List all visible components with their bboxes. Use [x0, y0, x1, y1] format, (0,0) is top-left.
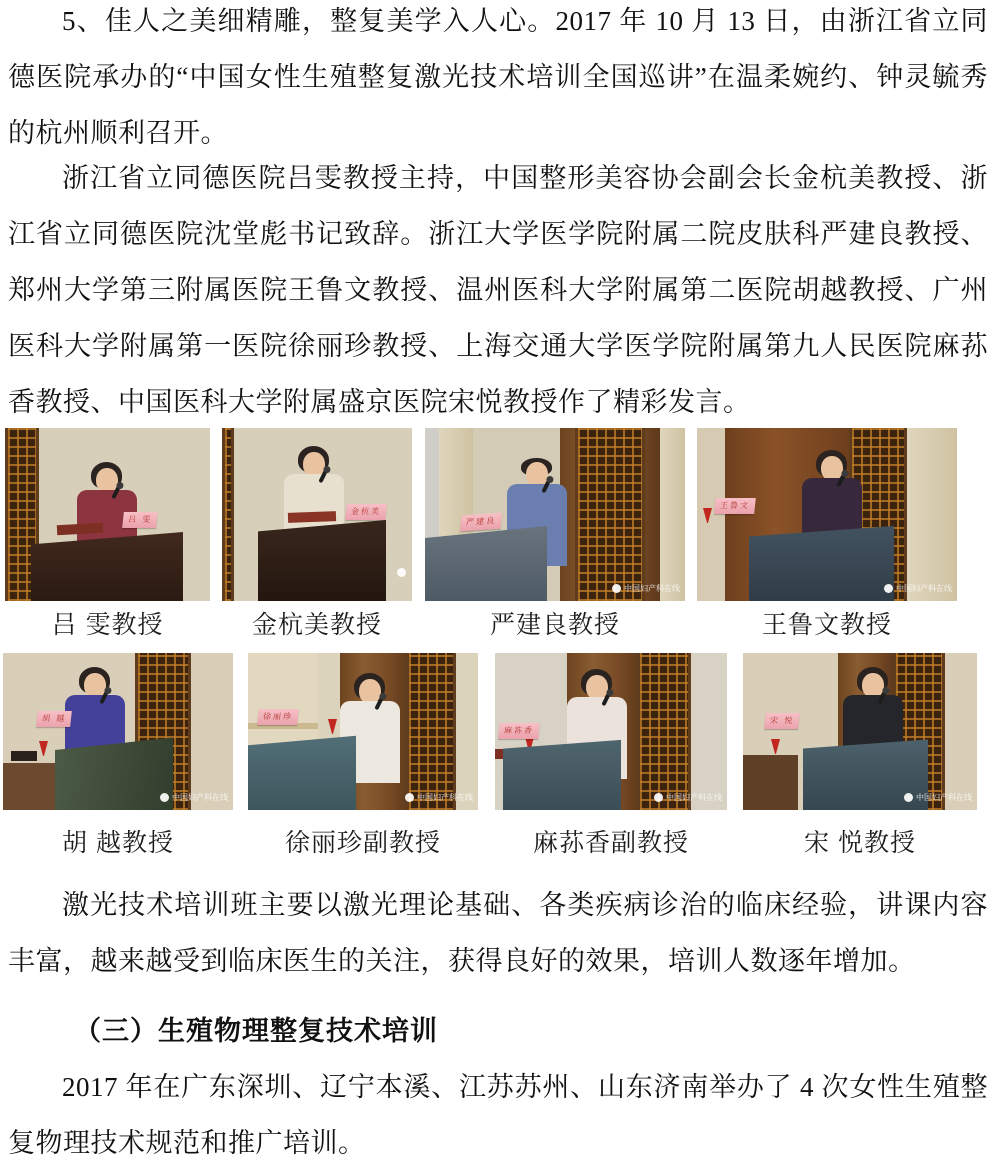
watermark-logo-icon: [405, 793, 414, 802]
photo-watermark: [904, 792, 972, 803]
section-heading: （三）生殖物理整复技术培训: [74, 1016, 438, 1046]
paragraph-3: 激光技术培训班主要以激光理论基础、各类疾病诊治的临床经验，讲课内容丰富，越来越受到临床医生的关注，获得良好的效果，培训人数逐年增加。: [8, 890, 988, 976]
photo-watermark: [884, 583, 952, 594]
watermark-logo-icon: [612, 584, 621, 593]
speaker-photo-3: [425, 428, 685, 601]
watermark-text: 中国妇产科在线: [896, 584, 952, 593]
watermark-text: 中国妇产科在线: [172, 793, 228, 802]
carved-wood-panel: [575, 428, 645, 601]
photo-caption: 宋 悦教授: [804, 829, 916, 857]
watermark-text: 中国妇产科在线: [666, 793, 722, 802]
photo-caption: 吕 雯教授: [51, 611, 164, 639]
photo-caption: 徐丽珍副教授: [284, 829, 441, 857]
speaker-photo-6: [248, 653, 478, 810]
podium: [749, 526, 894, 601]
red-glass: [39, 741, 48, 756]
speaker-photo-4: [697, 428, 957, 601]
laptop: [11, 751, 37, 761]
name-card: 胡 越: [36, 711, 72, 727]
carved-wood-panel: [637, 653, 691, 810]
name-card: 严建良: [460, 513, 502, 532]
podium: [425, 526, 547, 601]
name-card: 金杭美: [345, 504, 387, 520]
watermark-logo-icon: [904, 793, 913, 802]
speaker-photo-8: [743, 653, 977, 810]
carved-wood-panel: [222, 428, 234, 601]
watermark-logo-icon: [654, 793, 663, 802]
paragraph-2: 浙江省立同德医院吕雯教授主持，中国整形美容协会副会长金杭美教授、浙江省立同德医院沈堂彪书记致辞。浙江大学医学院附属二院皮肤科严建良教授、郑州大学第三附属医院王鲁文教授、温州医科大学附属第二医院胡越教授、广州医科大学附属第一医院徐丽珍教授、上海交通大学医学院附属第九人民医院麻荪香教授、中国医科大学附属盛京医院宋悦教授作了精彩发言。: [8, 163, 988, 417]
photo-caption: 金杭美教授: [251, 611, 382, 639]
desk: [743, 755, 798, 810]
speaker-photo-1: [5, 428, 210, 601]
photo-caption: 严建良教授: [489, 611, 620, 639]
name-card: 徐丽珍: [257, 709, 299, 725]
wall-pillar: [907, 428, 957, 601]
red-glass: [771, 739, 780, 754]
speaker-photo-7: [495, 653, 727, 810]
watermark-logo-icon: [397, 568, 406, 577]
photo-caption: 王鲁文教授: [761, 611, 892, 639]
red-glass: [703, 508, 712, 523]
podium: [503, 737, 621, 810]
speaker-photo-2: [222, 428, 412, 601]
watermark-logo-icon: [884, 584, 893, 593]
laptop: [288, 511, 336, 523]
photo-caption: 胡 越教授: [62, 829, 174, 857]
podium: [258, 520, 386, 601]
red-glass: [328, 719, 337, 734]
watermark-text: 中国妇产科在线: [624, 584, 680, 593]
paragraph-4: 2017 年在广东深圳、辽宁本溪、江苏苏州、山东济南举办了 4 次女性生殖整复物理技术规范和推广培训。: [8, 1072, 988, 1158]
watermark-text: 中国妇产科在线: [417, 793, 473, 802]
photo-caption: 麻荪香副教授: [532, 829, 689, 857]
watermark-logo-icon: [160, 793, 169, 802]
wall-pillar: [660, 428, 685, 601]
photo-watermark: [160, 792, 228, 803]
speaker-photo-5: [3, 653, 233, 810]
watermark-text: 中国妇产科在线: [916, 793, 972, 802]
name-card: 吕 雯: [122, 512, 158, 528]
photo-watermark: [654, 792, 722, 803]
desk: [3, 763, 63, 810]
paragraph-1: 5、佳人之美细精雕，整复美学入人心。2017 年 10 月 13 日，由浙江省立同德医院承办的“中国女性生殖整复激光技术培训全国巡讲”在温柔婉约、钟灵毓秀的杭州顺利召开。: [8, 6, 988, 148]
name-card: 王鲁文: [714, 498, 756, 514]
podium: [31, 532, 183, 601]
carved-wood-panel: [406, 653, 456, 810]
name-card: 麻荪香: [498, 723, 540, 739]
photo-watermark: [405, 792, 473, 803]
name-card: 宋 悦: [764, 713, 800, 729]
photo-watermark: [612, 583, 680, 594]
